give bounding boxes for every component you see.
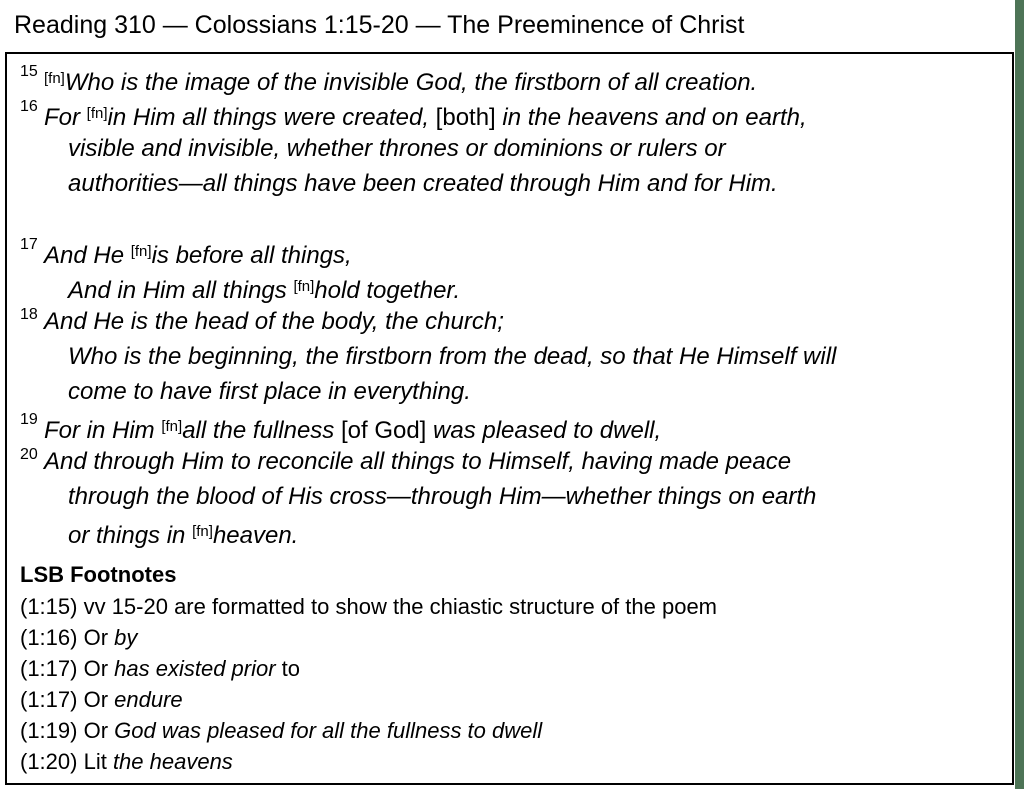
text-segment: or things in [68, 522, 193, 549]
footnote-item [20, 591, 1012, 622]
text-segment: God was pleased for all the fullness to dwell [114, 718, 543, 743]
verse-text [68, 339, 836, 374]
footnote-marker: [fn] [130, 243, 152, 260]
text-segment: come to have first place in everything. [68, 378, 471, 405]
verse-text [68, 514, 298, 549]
text-segment: [of God] [340, 417, 434, 444]
footnote-item [20, 746, 1012, 777]
text-segment: endure [114, 687, 183, 712]
verse-text [68, 479, 816, 514]
verse-line [7, 269, 1012, 304]
verse-number [7, 262, 44, 297]
verse-number: 17 [20, 236, 38, 253]
footnote-item [20, 622, 1012, 653]
footnote-marker: [fn] [293, 278, 315, 295]
footnote-item [20, 684, 1012, 715]
verse-text [44, 304, 504, 339]
text-segment: (1:17) Or [20, 687, 115, 712]
text-segment: has existed prior [114, 656, 276, 681]
footnote-marker: [fn] [44, 70, 65, 87]
text-segment: is before all things, [151, 242, 352, 269]
text-segment: in Him all things were created, [107, 104, 436, 131]
right-edge-stripe [1015, 0, 1024, 789]
text-segment: For in Him [44, 417, 162, 444]
text-segment: Who is the image of the invisible God, the firstborn of all creation. [64, 69, 758, 96]
verse-text [68, 166, 778, 201]
text-segment: through the blood of His cross—through Him—whether things on earth [68, 483, 817, 510]
text-segment: (1:17) Or [20, 656, 115, 681]
verse-line [7, 304, 1012, 339]
verse-line [7, 61, 1012, 96]
verse-number [7, 472, 44, 507]
verse-number: 19 [20, 411, 38, 428]
footnote-marker: [fn] [192, 523, 213, 540]
verse-text [44, 234, 352, 269]
reading-box [5, 52, 1014, 785]
verse-number [7, 332, 44, 367]
text-segment: For [44, 104, 87, 131]
verse-line [7, 339, 1012, 374]
verse-list [7, 54, 1012, 549]
verse-text [44, 96, 807, 131]
verse-line [7, 166, 1012, 201]
text-segment: heaven. [212, 522, 299, 549]
footnote-marker: [fn] [161, 418, 183, 435]
verse-line [7, 131, 1012, 166]
verse-number: 16 [20, 98, 38, 115]
text-segment: [both] [435, 104, 503, 131]
text-segment: And He [44, 242, 131, 269]
footnote-marker: [fn] [86, 105, 108, 122]
footnotes-header: LSB Footnotes [20, 562, 177, 587]
verse-number [7, 124, 44, 159]
verse-number: 15 [20, 63, 38, 80]
text-segment: in the heavens and on earth, [502, 104, 807, 131]
verse-number [7, 507, 44, 542]
verse-line [7, 409, 1012, 444]
page-title: Reading 310 — Colossians 1:15-20 — The Preeminence of Christ [14, 11, 745, 39]
text-segment: (1:16) Or [20, 625, 115, 650]
footnote-list [20, 591, 1012, 777]
footnote-item [20, 715, 1012, 746]
verse-text [68, 374, 471, 409]
verse-text [44, 444, 791, 479]
verse-line [7, 479, 1012, 514]
footnotes-section [7, 559, 1012, 777]
text-segment: authorities—all things have been created through Him and for Him. [68, 170, 778, 197]
text-segment: And through Him to reconcile all things to Himself, having made peace [44, 448, 792, 475]
verse-number [7, 159, 44, 194]
verse-text [68, 131, 726, 166]
text-segment: (1:20) Lit [20, 749, 113, 774]
text-segment: by [114, 625, 138, 650]
verse-text [44, 409, 661, 444]
verse-gap [7, 201, 1012, 234]
verse-line [7, 444, 1012, 479]
footnote-item [20, 653, 1012, 684]
verse-line [7, 374, 1012, 409]
verse-number: 18 [20, 306, 38, 323]
text-segment: And in Him all things [68, 277, 294, 304]
text-segment: Who is the beginning, the firstborn from the dead, so that He Himself will [68, 343, 837, 370]
verse-line [7, 234, 1012, 269]
text-segment: And He is the head of the body, the church; [44, 308, 504, 335]
verse-number [7, 367, 44, 402]
text-segment: (1:19) Or [20, 718, 115, 743]
verse-line [7, 96, 1012, 131]
verse-line [7, 514, 1012, 549]
verse-number: 20 [20, 446, 38, 463]
text-segment: all the fullness [182, 417, 341, 444]
text-segment: visible and invisible, whether thrones or dominions or rulers or [68, 135, 726, 162]
text-segment: hold together. [314, 277, 461, 304]
text-segment: was pleased to dwell, [433, 417, 662, 444]
verse-text [44, 61, 757, 96]
verse-text [68, 269, 460, 304]
text-segment: (1:15) vv 15-20 are formatted to show the chiastic structure of the poem [20, 594, 718, 619]
text-segment: the heavens [112, 749, 233, 774]
text-segment: to [275, 656, 301, 681]
